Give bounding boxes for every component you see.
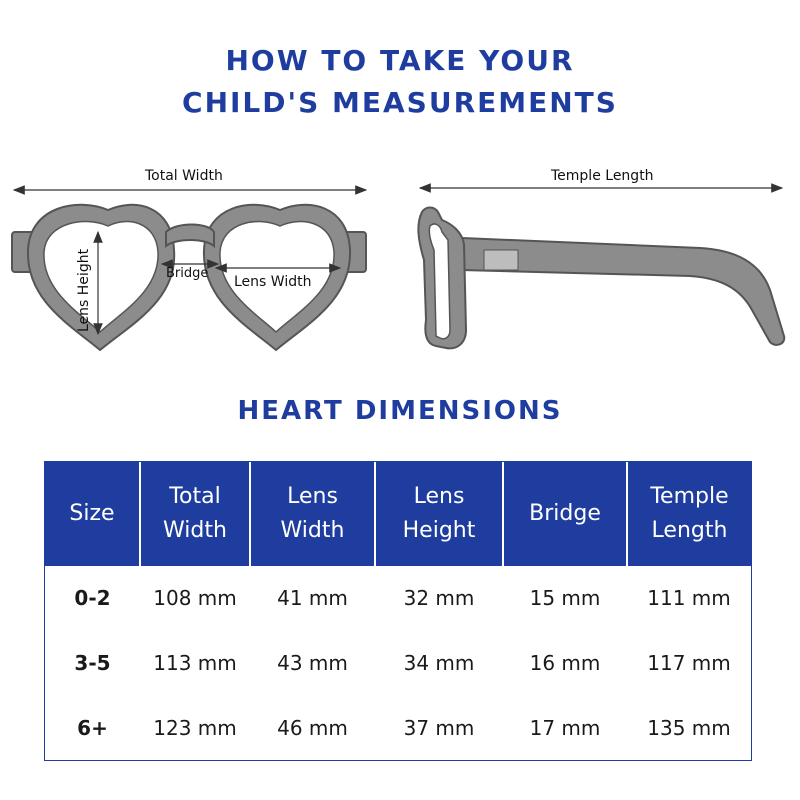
header-label: Temple — [650, 484, 729, 509]
header-temple-length — [627, 462, 751, 566]
cell-total-width: 113 mm — [153, 650, 237, 675]
header-label: Height — [402, 518, 476, 543]
cell-lens-width: 46 mm — [277, 715, 348, 740]
header-bridge — [503, 462, 627, 566]
cell-total-width: 123 mm — [153, 715, 237, 740]
header-label: Size — [69, 501, 115, 526]
cell-size: 3-5 — [74, 650, 111, 675]
cell-temple-length: 135 mm — [647, 715, 731, 740]
cell-lens-height: 32 mm — [403, 586, 475, 611]
cell-size: 6+ — [77, 715, 108, 740]
cell-temple-length: 111 mm — [647, 586, 731, 611]
header-label: Width — [163, 518, 227, 543]
cell-lens-width: 41 mm — [277, 586, 348, 611]
lens-width-label: Lens Width — [234, 274, 312, 290]
side-frame — [418, 208, 784, 349]
cell-bridge: 17 mm — [529, 715, 601, 740]
header-lens-height — [375, 462, 503, 566]
header-label: Lens — [413, 484, 465, 509]
cell-lens-height: 37 mm — [403, 715, 475, 740]
cell-lens-height: 34 mm — [403, 650, 475, 675]
cell-temple-length: 117 mm — [647, 650, 731, 675]
cell-lens-width: 43 mm — [277, 650, 348, 675]
dimensions-table-container — [44, 461, 752, 761]
side-hinge — [484, 250, 518, 270]
table-header-row — [45, 462, 751, 566]
header-label: Lens — [287, 484, 338, 509]
cell-bridge: 16 mm — [529, 650, 601, 675]
table-row — [45, 566, 751, 631]
table-row — [45, 695, 751, 760]
table-row — [45, 631, 751, 696]
header-label: Total — [169, 484, 221, 509]
cell-total-width: 108 mm — [153, 586, 237, 611]
bridge-label: Bridge — [166, 266, 209, 281]
page-title-line-1: HOW TO TAKE YOUR — [225, 44, 575, 77]
header-label: Bridge — [529, 501, 601, 526]
section-title: HEART DIMENSIONS — [237, 396, 563, 426]
cell-size: 0-2 — [74, 586, 111, 611]
header-label: Width — [280, 518, 345, 543]
dimensions-table — [45, 462, 751, 760]
header-size — [45, 462, 140, 566]
header-total-width — [140, 462, 250, 566]
header-label: Length — [651, 518, 728, 543]
page-title-line-2: CHILD'S MEASUREMENTS — [182, 86, 618, 119]
header-lens-width — [250, 462, 375, 566]
cell-bridge: 15 mm — [529, 586, 601, 611]
temple-length-label: Temple Length — [551, 168, 654, 184]
total-width-label: Total Width — [145, 168, 223, 184]
lens-height-label: Lens Height — [76, 248, 92, 332]
